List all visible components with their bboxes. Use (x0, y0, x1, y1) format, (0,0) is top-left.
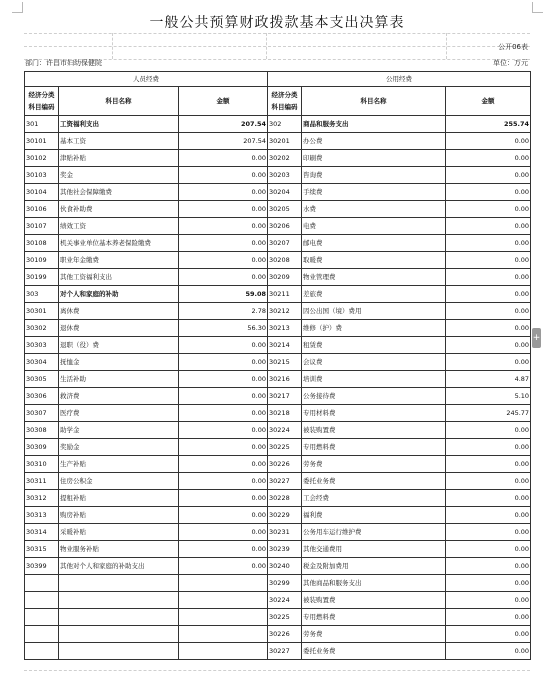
left-code-cell (25, 643, 59, 660)
left-code-cell: 30301 (25, 303, 59, 320)
left-name-cell: 基本工资 (59, 133, 179, 150)
left-amount-cell: 0.00 (179, 405, 268, 422)
right-amount-cell: 0.00 (446, 541, 531, 558)
table-row (25, 609, 531, 626)
left-name-cell: 退职（役）费 (59, 337, 179, 354)
right-code-cell: 30227 (268, 473, 302, 490)
right-code-cell: 30201 (268, 133, 302, 150)
right-amount-cell: 0.00 (446, 286, 531, 303)
table-row (25, 575, 531, 592)
table-row (25, 388, 531, 405)
table-row (25, 490, 531, 507)
right-amount-cell: 0.00 (446, 201, 531, 218)
left-amount-cell: 2.78 (179, 303, 268, 320)
right-name-cell: 劳务费 (302, 626, 446, 643)
left-code-cell: 30106 (25, 201, 59, 218)
right-code-cell: 30209 (268, 269, 302, 286)
left-name-cell (59, 626, 179, 643)
left-amount-cell (179, 575, 268, 592)
right-name-cell: 水费 (302, 201, 446, 218)
right-code-cell: 30215 (268, 354, 302, 371)
right-code-cell: 30216 (268, 371, 302, 388)
left-amount-cell: 0.00 (179, 473, 268, 490)
name-header-right: 科目名称 (302, 87, 446, 116)
left-name-cell: 提租补贴 (59, 490, 179, 507)
right-code-cell: 30226 (268, 626, 302, 643)
left-amount-cell (179, 609, 268, 626)
left-name-cell: 住房公积金 (59, 473, 179, 490)
right-name-cell: 电费 (302, 218, 446, 235)
right-amount-cell: 0.00 (446, 252, 531, 269)
right-name-cell: 委托业务费 (302, 643, 446, 660)
right-code-cell: 30217 (268, 388, 302, 405)
table-row (25, 626, 531, 643)
left-code-cell: 30313 (25, 507, 59, 524)
right-name-cell: 取暖费 (302, 252, 446, 269)
right-name-cell: 手续费 (302, 184, 446, 201)
left-amount-cell: 0.00 (179, 541, 268, 558)
right-amount-cell: 0.00 (446, 337, 531, 354)
right-name-cell: 办公费 (302, 133, 446, 150)
right-amount-cell: 5.10 (446, 388, 531, 405)
gridline (24, 46, 530, 47)
right-code-cell: 30218 (268, 405, 302, 422)
table-row (25, 252, 531, 269)
left-code-cell: 30104 (25, 184, 59, 201)
left-code-cell: 30109 (25, 252, 59, 269)
left-code-cell: 30107 (25, 218, 59, 235)
left-name-cell: 生产补贴 (59, 456, 179, 473)
right-name-cell: 会议费 (302, 354, 446, 371)
left-amount-cell: 0.00 (179, 218, 268, 235)
right-amount-cell: 0.00 (446, 524, 531, 541)
table-row (25, 439, 531, 456)
table-row (25, 218, 531, 235)
left-amount-cell: 0.00 (179, 422, 268, 439)
right-name-cell: 工会经费 (302, 490, 446, 507)
left-name-cell: 绩效工资 (59, 218, 179, 235)
left-code-cell: 30315 (25, 541, 59, 558)
left-code-cell: 30311 (25, 473, 59, 490)
left-code-cell: 30108 (25, 235, 59, 252)
left-code-cell: 30308 (25, 422, 59, 439)
right-name-cell: 专用燃料费 (302, 609, 446, 626)
right-amount-cell: 4.87 (446, 371, 531, 388)
right-amount-cell: 0.00 (446, 269, 531, 286)
right-name-cell: 税金及附加费用 (302, 558, 446, 575)
left-name-cell: 其他工资福利支出 (59, 269, 179, 286)
left-name-cell: 津贴补贴 (59, 150, 179, 167)
gridline (446, 33, 447, 59)
page-title: 一般公共预算财政拨款基本支出决算表 (149, 15, 405, 31)
table-row (25, 150, 531, 167)
right-amount-cell: 0.00 (446, 218, 531, 235)
table-row (25, 184, 531, 201)
table-row (25, 269, 531, 286)
table-row (25, 507, 531, 524)
column-header-row (25, 87, 531, 116)
right-code-cell: 30208 (268, 252, 302, 269)
expenditure-table (24, 71, 531, 660)
left-name-cell: 生活补助 (59, 371, 179, 388)
table-row (25, 524, 531, 541)
left-name-cell: 医疗费 (59, 405, 179, 422)
table-row (25, 354, 531, 371)
right-code-cell: 30212 (268, 303, 302, 320)
left-name-cell: 其他社会保障缴费 (59, 184, 179, 201)
code-header-line1: 经济分类 (271, 91, 298, 99)
right-name-cell: 培训费 (302, 371, 446, 388)
right-amount-cell: 245.77 (446, 405, 531, 422)
left-name-cell: 职业年金缴费 (59, 252, 179, 269)
expand-side-panel-button[interactable]: + (532, 328, 541, 348)
left-name-cell: 离休费 (59, 303, 179, 320)
left-code-cell: 30303 (25, 337, 59, 354)
left-code-cell: 30312 (25, 490, 59, 507)
right-name-cell: 福利费 (302, 507, 446, 524)
code-header-line2: 科目编码 (271, 103, 298, 111)
table-row (25, 371, 531, 388)
left-amount-cell (179, 592, 268, 609)
right-name-cell: 公务接待费 (302, 388, 446, 405)
right-amount-cell: 0.00 (446, 626, 531, 643)
right-name-cell: 其他商品和服务支出 (302, 575, 446, 592)
left-amount-cell: 0.00 (179, 184, 268, 201)
gridline (24, 33, 530, 34)
left-code-cell (25, 575, 59, 592)
right-code-cell: 30231 (268, 524, 302, 541)
table-row (25, 235, 531, 252)
right-code-cell: 30239 (268, 541, 302, 558)
right-amount-cell: 0.00 (446, 303, 531, 320)
left-code-cell: 30101 (25, 133, 59, 150)
right-name-cell: 专用材料费 (302, 405, 446, 422)
left-amount-cell: 56.30 (179, 320, 268, 337)
left-code-cell: 30310 (25, 456, 59, 473)
left-code-cell (25, 592, 59, 609)
table-row (25, 643, 531, 660)
left-amount-cell: 0.00 (179, 524, 268, 541)
right-code-cell: 30203 (268, 167, 302, 184)
code-header-left (25, 87, 59, 116)
left-amount-cell: 0.00 (179, 490, 268, 507)
public-header: 公用经费 (268, 72, 531, 87)
table-row (25, 541, 531, 558)
left-name-cell: 抚恤金 (59, 354, 179, 371)
left-amount-cell: 0.00 (179, 150, 268, 167)
right-amount-cell: 0.00 (446, 507, 531, 524)
right-code-cell: 30225 (268, 439, 302, 456)
right-name-cell: 咨询费 (302, 167, 446, 184)
table-row (25, 303, 531, 320)
right-name-cell: 委托业务费 (302, 473, 446, 490)
table-row (25, 337, 531, 354)
right-amount-cell: 0.00 (446, 354, 531, 371)
table-row (25, 201, 531, 218)
right-code-cell: 30299 (268, 575, 302, 592)
table-row (25, 133, 531, 150)
right-name-cell: 物业管理费 (302, 269, 446, 286)
right-name-cell: 维修（护）费 (302, 320, 446, 337)
left-name-cell: 救济费 (59, 388, 179, 405)
right-code-cell: 30224 (268, 422, 302, 439)
left-code-cell: 30305 (25, 371, 59, 388)
left-amount-cell: 0.00 (179, 388, 268, 405)
left-code-cell: 30307 (25, 405, 59, 422)
right-name-cell: 印刷费 (302, 150, 446, 167)
right-name-cell: 被装购置费 (302, 422, 446, 439)
left-amount-cell: 0.00 (179, 439, 268, 456)
left-amount-cell: 0.00 (179, 201, 268, 218)
left-name-cell: 购房补贴 (59, 507, 179, 524)
left-name-cell: 奖金 (59, 167, 179, 184)
gridline (112, 33, 113, 59)
right-code-cell: 30226 (268, 456, 302, 473)
left-name-cell: 机关事业单位基本养老保险缴费 (59, 235, 179, 252)
right-amount-cell: 0.00 (446, 439, 531, 456)
left-code-cell: 30102 (25, 150, 59, 167)
left-amount-cell: 207.54 (179, 133, 268, 150)
left-name-cell: 奖励金 (59, 439, 179, 456)
left-amount-cell: 59.08 (179, 286, 268, 303)
left-code-cell: 30304 (25, 354, 59, 371)
right-code-cell: 30206 (268, 218, 302, 235)
left-name-cell: 采暖补贴 (59, 524, 179, 541)
right-amount-cell: 0.00 (446, 456, 531, 473)
right-code-cell: 30228 (268, 490, 302, 507)
left-name-cell (59, 592, 179, 609)
right-amount-cell: 0.00 (446, 422, 531, 439)
right-name-cell: 其他交通费用 (302, 541, 446, 558)
right-amount-cell: 0.00 (446, 575, 531, 592)
right-name-cell: 专用燃料费 (302, 439, 446, 456)
left-code-cell: 30309 (25, 439, 59, 456)
left-amount-cell (179, 626, 268, 643)
left-amount-cell: 0.00 (179, 167, 268, 184)
right-code-cell: 30213 (268, 320, 302, 337)
table-row (25, 558, 531, 575)
right-amount-cell: 255.74 (446, 116, 531, 133)
left-code-cell: 30103 (25, 167, 59, 184)
left-amount-cell: 0.00 (179, 269, 268, 286)
left-code-cell (25, 609, 59, 626)
left-code-cell: 303 (25, 286, 59, 303)
right-code-cell: 30211 (268, 286, 302, 303)
unit-label: 单位：万元 (493, 59, 528, 67)
right-code-cell: 30224 (268, 592, 302, 609)
table-row (25, 473, 531, 490)
table-row (25, 116, 531, 133)
left-code-cell (25, 626, 59, 643)
right-name-cell: 被装购置费 (302, 592, 446, 609)
table-row (25, 422, 531, 439)
table-row (25, 405, 531, 422)
right-name-cell: 差旅费 (302, 286, 446, 303)
left-code-cell: 30306 (25, 388, 59, 405)
right-amount-cell: 0.00 (446, 609, 531, 626)
right-code-cell: 30202 (268, 150, 302, 167)
right-name-cell: 因公出国（境）费用 (302, 303, 446, 320)
right-code-cell: 30240 (268, 558, 302, 575)
left-amount-cell: 0.00 (179, 252, 268, 269)
form-code: 公开06表 (498, 43, 528, 51)
right-name-cell: 租赁费 (302, 337, 446, 354)
amount-header-right: 金额 (446, 87, 531, 116)
right-code-cell: 302 (268, 116, 302, 133)
left-code-cell: 301 (25, 116, 59, 133)
left-amount-cell: 0.00 (179, 507, 268, 524)
gridline (266, 33, 267, 59)
left-name-cell: 物业服务补贴 (59, 541, 179, 558)
left-amount-cell: 207.54 (179, 116, 268, 133)
table-row (25, 320, 531, 337)
right-amount-cell: 0.00 (446, 133, 531, 150)
gridline (24, 670, 530, 671)
left-amount-cell: 0.00 (179, 354, 268, 371)
right-code-cell: 30214 (268, 337, 302, 354)
code-header-line2: 科目编码 (28, 103, 55, 111)
left-name-cell: 工资福利支出 (59, 116, 179, 133)
right-amount-cell: 0.00 (446, 150, 531, 167)
right-name-cell: 邮电费 (302, 235, 446, 252)
right-amount-cell: 0.00 (446, 235, 531, 252)
left-name-cell: 助学金 (59, 422, 179, 439)
table-row (25, 167, 531, 184)
left-amount-cell: 0.00 (179, 337, 268, 354)
left-amount-cell: 0.00 (179, 456, 268, 473)
left-name-cell: 退休费 (59, 320, 179, 337)
right-code-cell: 30227 (268, 643, 302, 660)
left-name-cell (59, 575, 179, 592)
right-code-cell: 30205 (268, 201, 302, 218)
right-amount-cell: 0.00 (446, 167, 531, 184)
left-name-cell (59, 609, 179, 626)
left-code-cell: 30302 (25, 320, 59, 337)
left-name-cell: 对个人和家庭的补助 (59, 286, 179, 303)
right-amount-cell: 0.00 (446, 592, 531, 609)
right-code-cell: 30207 (268, 235, 302, 252)
right-code-cell: 30204 (268, 184, 302, 201)
left-code-cell: 30399 (25, 558, 59, 575)
right-code-cell: 30225 (268, 609, 302, 626)
code-header-right (268, 87, 302, 116)
left-name-cell: 伙食补助费 (59, 201, 179, 218)
table-row (25, 456, 531, 473)
right-amount-cell: 0.00 (446, 643, 531, 660)
left-code-cell: 30199 (25, 269, 59, 286)
left-code-cell: 30314 (25, 524, 59, 541)
code-header-line1: 经济分类 (28, 91, 55, 99)
right-amount-cell: 0.00 (446, 473, 531, 490)
name-header-left: 科目名称 (59, 87, 179, 116)
amount-header-left: 金额 (179, 87, 268, 116)
right-code-cell: 30229 (268, 507, 302, 524)
right-amount-cell: 0.00 (446, 184, 531, 201)
right-name-cell: 劳务费 (302, 456, 446, 473)
department-label: 部门：许昌市妇幼保健院 (25, 59, 102, 67)
right-amount-cell: 0.00 (446, 558, 531, 575)
personnel-header: 人员经费 (25, 72, 268, 87)
left-amount-cell: 0.00 (179, 558, 268, 575)
table-row (25, 592, 531, 609)
left-amount-cell: 0.00 (179, 371, 268, 388)
group-header-row (25, 72, 531, 87)
right-name-cell: 公务用车运行维护费 (302, 524, 446, 541)
left-amount-cell: 0.00 (179, 235, 268, 252)
left-name-cell: 其他对个人和家庭的补助支出 (59, 558, 179, 575)
left-name-cell (59, 643, 179, 660)
right-amount-cell: 0.00 (446, 320, 531, 337)
right-amount-cell: 0.00 (446, 490, 531, 507)
right-name-cell: 商品和服务支出 (302, 116, 446, 133)
left-amount-cell (179, 643, 268, 660)
table-row (25, 286, 531, 303)
